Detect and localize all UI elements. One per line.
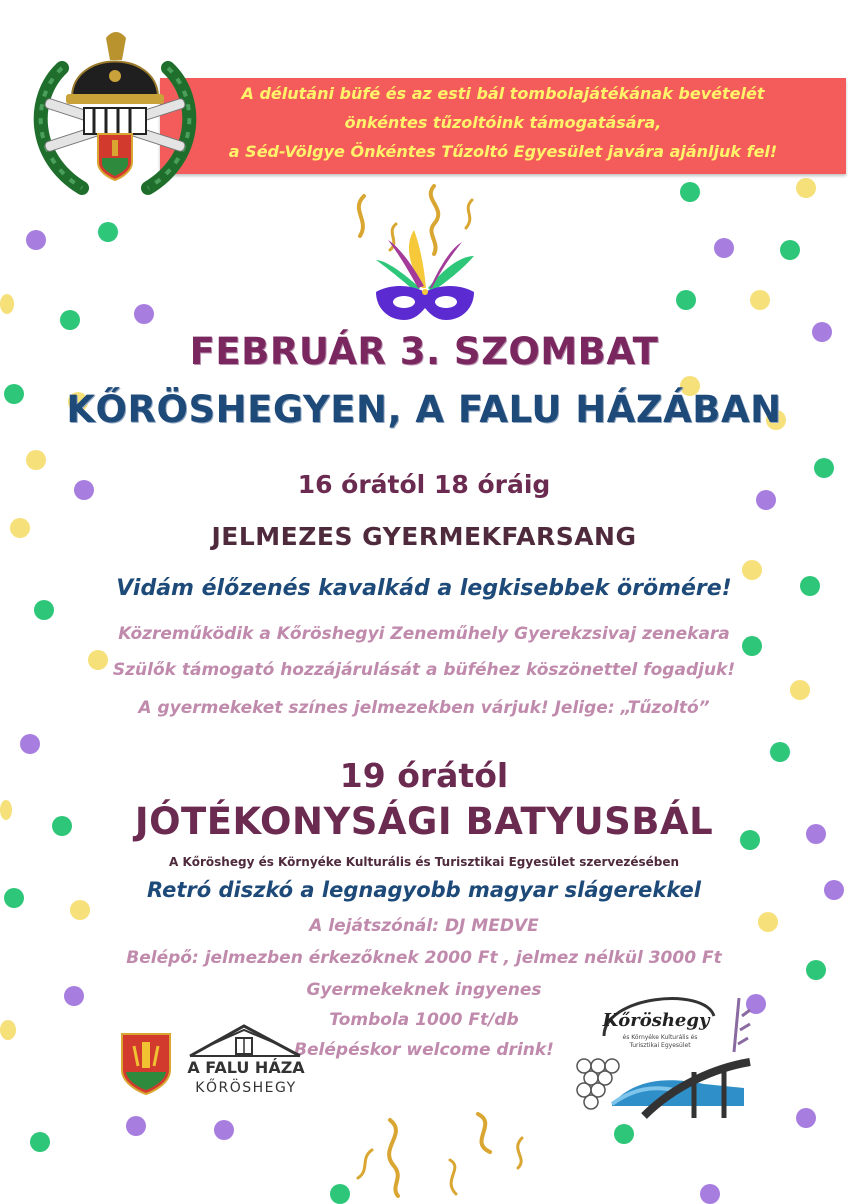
korosheg-logo-subtitle: és Környéke Kulturális és Turisztikai Egyesület	[622, 1034, 698, 1049]
ball-organizer: A Kőröshegy és Környéke Kulturális és Turisztikai Egyesület szervezésében	[168, 855, 680, 869]
grape-icon	[574, 1056, 622, 1112]
falu-haza-village: KŐRÖSHEGY	[195, 1080, 297, 1096]
ball-subtitle: Retró diszkó a legnagyobb magyar slágerekkel	[147, 878, 701, 902]
korosheg-logo-name: Kőröshegy	[602, 1010, 710, 1031]
confetti-dot	[796, 178, 816, 198]
banner-line-3: a Séd-Völgye Önkéntes Tűzoltó Egyesület javára ajánljuk fel!	[228, 142, 778, 161]
confetti-dot	[98, 222, 118, 242]
confetti-dot	[60, 310, 80, 330]
children-detail: Közreműködik a Kőröshegyi Zeneműhely Gyerekzsivaj zenekara	[118, 624, 730, 644]
firefighter-emblem-icon	[22, 28, 208, 198]
confetti-dot	[214, 1120, 234, 1140]
confetti-dot	[714, 238, 734, 258]
children-detail: A gyermekeket színes jelmezekben várjuk! Jelige: „Tűzoltó”	[138, 698, 710, 718]
house-roof-icon	[186, 1022, 304, 1058]
village-coat-of-arms-icon	[120, 1032, 172, 1096]
children-event-title: JELMEZES GYERMEKFARSANG	[211, 522, 637, 551]
confetti-dot	[134, 304, 154, 324]
banner-line-2: önkéntes tűzoltóink támogatására,	[344, 113, 662, 132]
ball-detail: Belépéskor welcome drink!	[294, 1040, 554, 1060]
donation-banner	[160, 78, 846, 174]
ball-detail: Belépő: jelmezben érkezőknek 2000 Ft , jelmez nélkül 3000 Ft	[126, 948, 722, 968]
confetti-dot	[0, 294, 14, 314]
children-time: 16 órától 18 óráig	[297, 470, 551, 499]
confetti-dot	[780, 240, 800, 260]
children-detail: Szülők támogató hozzájárulását a büféhez köszönettel fogadjuk!	[112, 660, 736, 680]
event-place-heading: KŐRÖSHEGYEN, A FALU HÁZÁBAN	[66, 388, 782, 431]
confetti-dot	[34, 600, 54, 620]
confetti-streamer-icon	[350, 1108, 540, 1198]
korosheg-association-logo	[574, 976, 754, 1126]
ball-detail: Gyermekeknek ingyenes	[306, 980, 542, 1000]
confetti-dot	[330, 1184, 350, 1204]
confetti-dot	[790, 680, 810, 700]
ball-detail: Tombola 1000 Ft/db	[329, 1010, 519, 1030]
event-date-heading: FEBRUÁR 3. SZOMBAT	[189, 330, 659, 373]
carnival-mask-icon	[370, 226, 480, 326]
confetti-dot	[126, 1116, 146, 1136]
confetti-dot	[26, 450, 46, 470]
confetti-dot	[614, 1124, 634, 1144]
confetti-dot	[680, 182, 700, 202]
ball-title: JÓTÉKONYSÁGI BATYUSBÁL	[134, 800, 714, 843]
ball-detail: A lejátszónál: DJ MEDVE	[309, 916, 539, 936]
confetti-dot	[26, 230, 46, 250]
ball-time: 19 órától	[339, 756, 509, 795]
falu-haza-name: A FALU HÁZA	[187, 1058, 305, 1077]
children-event-subtitle: Vidám élőzenés kavalkád a legkisebbek örömére!	[116, 576, 732, 601]
confetti-dot	[750, 290, 770, 310]
confetti-dot	[676, 290, 696, 310]
confetti-dot	[20, 734, 40, 754]
confetti-dot	[796, 1108, 816, 1128]
confetti-dot	[30, 1132, 50, 1152]
confetti-dot	[700, 1184, 720, 1204]
banner-line-1: A délutáni büfé és az esti bál tombolajátékának bevételét	[241, 84, 765, 103]
